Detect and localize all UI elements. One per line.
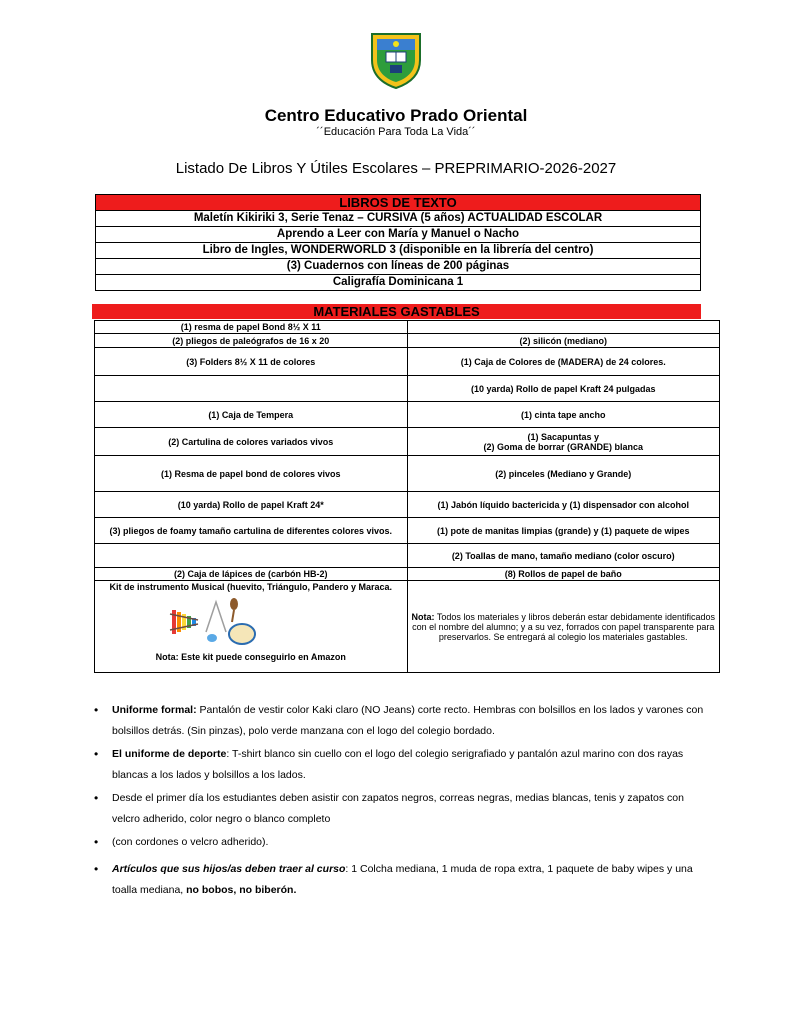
materials-header: MATERIALES GASTABLES [92,304,701,319]
material-item: (10 yarda) Rollo de papel Kraft 24 pulgadas [407,376,720,402]
material-item: (1) pote de manitas limpias (grande) y (1) paquete de wipes [407,518,720,544]
textbook-item: Libro de Ingles, WONDERWORLD 3 (disponible en la librería del centro) [96,243,701,259]
material-item [407,321,720,334]
sport-text: : T-shirt blanco sin cuello con el logo del colegio serigrafiado y pantalón azul marino con dos rayas blancas a los lados y bolsillos a los lados. [112,748,684,781]
material-item: (1) Caja de Colores de (MADERA) de 24 colores. [407,348,720,376]
textbook-item: Caligrafía Dominicana 1 [96,275,701,291]
materials-note [407,581,720,673]
school-motto: ´´Educación Para Toda La Vida´´ [316,126,476,138]
textbooks-header: LIBROS DE TEXTO [96,195,701,211]
music-kit-text: Kit de instrumento Musical (huevito, Triángulo, Pandero y Maraca. [109,582,393,592]
material-item: (1) resma de papel Bond 8½ X 11 [95,321,408,334]
laces-bullet: • (con cordones o velcro adherido). [94,832,704,853]
items-text: : 1 Colcha mediana, 1 muda de ropa extra, 1 paquete de baby wipes y una toalla mediana, [112,863,693,896]
items-bold: no bobos, no biberón. [186,884,297,896]
textbook-item: (3) Cuadernos con líneas de 200 páginas [96,259,701,275]
items-label: Artículos que sus hijos/as deben traer al curso [112,863,346,875]
materials-table [94,320,720,673]
material-item: (2) pinceles (Mediano y Grande) [407,456,720,492]
material-item [95,544,408,568]
material-item: (1) Resma de papel bond de colores vivos [95,456,408,492]
material-item: (2) Caja de lápices de (carbón HB-2) [95,568,408,581]
material-item: (1) Jabón líquido bactericida y (1) dispensador con alcohol [407,492,720,518]
material-item: (3) pliegos de foamy tamaño cartulina de diferentes colores vivos. [95,518,408,544]
items-bullet [94,859,704,901]
sport-label: El uniforme de deporte [112,748,227,760]
uniform-bullet [94,700,704,742]
sharpener-line: (1) Sacapuntas y [527,431,600,442]
textbooks-table [95,194,701,291]
eraser-line: (2) Goma de borrar (GRANDE) blanca [483,441,644,452]
material-item: (2) Cartulina de colores variados vivos [95,428,408,456]
material-item: (10 yarda) Rollo de papel Kraft 24* [95,492,408,518]
list-title: Listado De Libros Y Útiles Escolares – PREPRIMARIO-2026-2027 [175,160,617,177]
material-item: (3) Folders 8½ X 11 de colores [95,348,408,376]
music-kit-cell [95,581,408,673]
uniform-label: Uniforme formal: [112,704,197,716]
material-item: (1) cinta tape ancho [407,402,720,428]
music-instruments-image [168,596,258,646]
textbook-item: Maletín Kikiriki 3, Serie Tenaz – CURSIVA (5 años) ACTUALIDAD ESCOLAR [96,211,701,227]
music-kit-note: Nota: Este kit puede conseguirlo en Amazon [155,652,346,662]
note-text: Todos los materiales y libros deberán estar debidamente identificados con el nombre del alumno; y a su vez, forrados con papel transparente para preservarlos. Se entregará al colegio los materiales gastables. [412,611,715,642]
sport-uniform-bullet [94,744,704,786]
shoes-bullet: • Desde el primer día los estudiantes deben asistir con zapatos negros, correas negras, medias blancas, tenis y zapatos con velcro adherido, color negro o blanco completo [94,788,704,830]
material-item [407,428,720,456]
school-name: Centro Educativo Prado Oriental [264,106,528,125]
material-item: (2) pliegos de paleógrafos de 16 x 20 [95,334,408,348]
uniform-text: Pantalón de vestir color Kaki claro (NO Jeans) corte recto. Hembras con bolsillos en los lados y varones con bolsillos detrás. (Sin pinzas), polo verde manzana con el logo del colegio bordado. [112,704,704,737]
textbook-item: Aprendo a Leer con María y Manuel o Nacho [96,227,701,243]
material-item: (1) Caja de Tempera [95,402,408,428]
material-item: (2) silicón (mediano) [407,334,720,348]
material-item: (8) Rollos de papel de baño [407,568,720,581]
school-crest-logo [368,30,424,90]
note-label: Nota: [411,611,435,622]
instructions-list [94,700,704,903]
material-item [95,376,408,402]
material-item: (2) Toallas de mano, tamaño mediano (color oscuro) [407,544,720,568]
